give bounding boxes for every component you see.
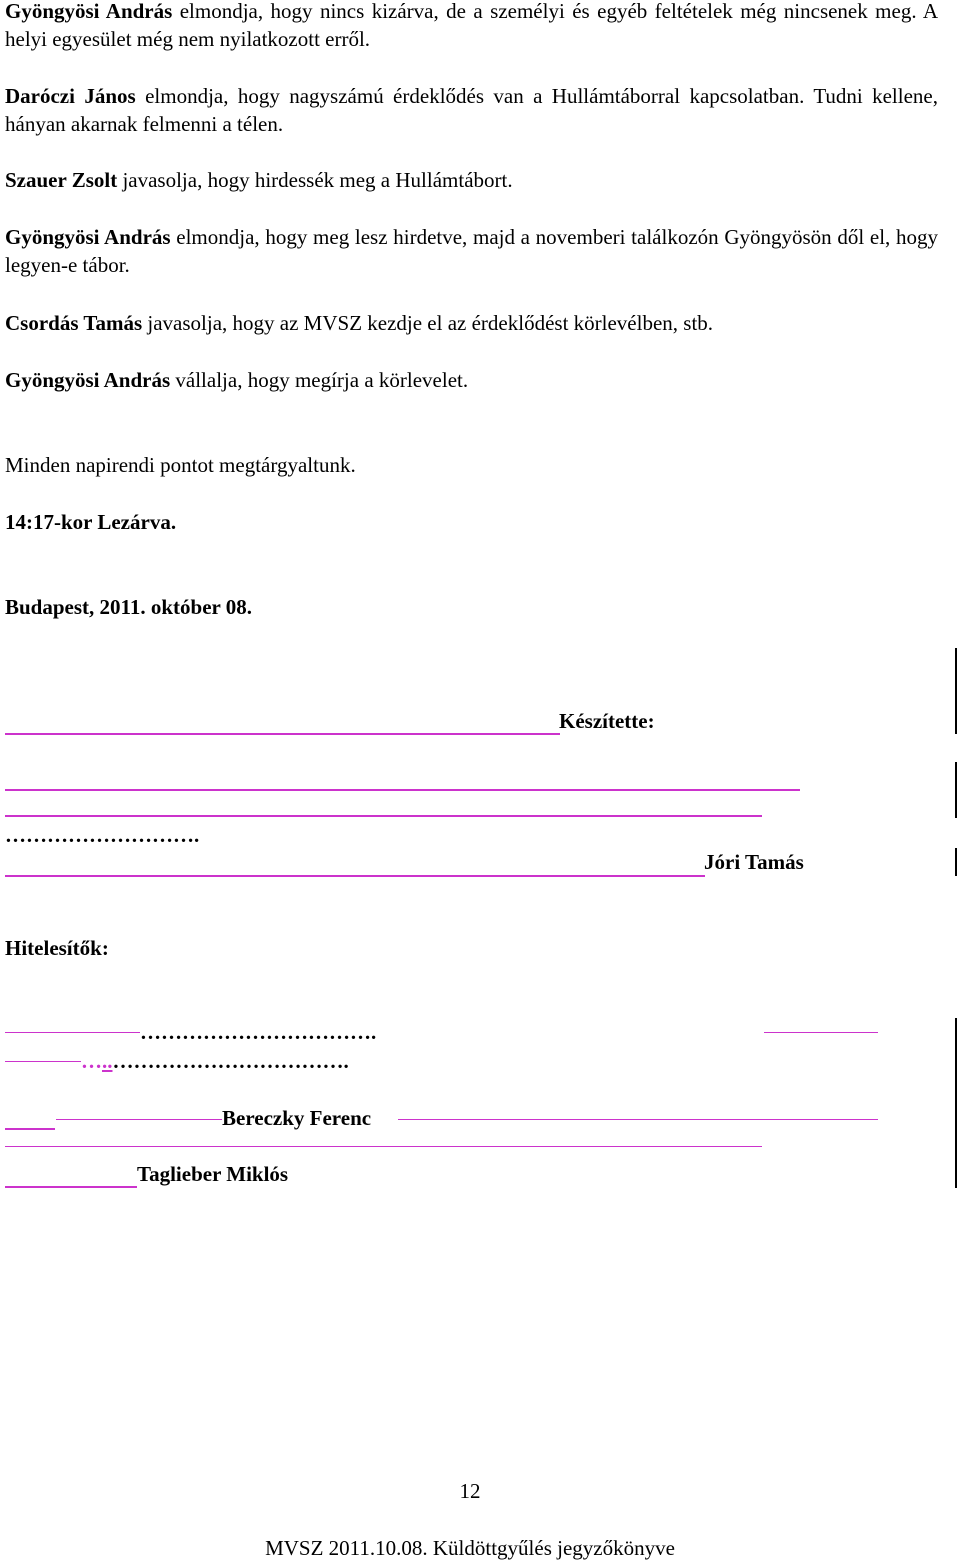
dots-rest: ……………………………. [112, 1049, 349, 1073]
closing-text: Minden napirendi pontot megtárgyaltunk. [5, 453, 356, 477]
page-number: 12 [459, 1479, 481, 1503]
paragraph-text: elmondja, hogy nincs kizárva, de a személyi és egyéb feltételek még nincsenek meg. A helyi egyesület még nem nyilatkozott erről. [5, 0, 939, 51]
change-bar [955, 648, 957, 734]
authenticator-1-name: Bereczky Ferenc [222, 1106, 372, 1130]
footer-title: MVSZ 2011.10.08. Küldöttgyűlés jegyzőkönyve [265, 1536, 675, 1560]
minutes-paragraph [5, 309, 938, 337]
minutes-paragraph [5, 366, 938, 394]
change-bar [955, 1018, 957, 1188]
signature-line [56, 1119, 222, 1120]
authenticators-label: Hitelesítők: [5, 936, 109, 960]
prepared-by-label: Készítette: [559, 709, 655, 733]
minutes-paragraph [5, 166, 938, 194]
signature-line [5, 733, 560, 735]
paragraph-text: javasolja, hogy hirdessék meg a Hullámtábort. [117, 168, 513, 192]
change-bar [955, 848, 957, 876]
signature-line [5, 789, 800, 791]
signature-dots: ……………………………. [140, 1020, 377, 1044]
dots-prefix: … [81, 1049, 102, 1073]
signature-dots: ………………………. [5, 823, 200, 847]
preparer-name: Jóri Tamás [704, 850, 804, 874]
signature-line [5, 1061, 81, 1062]
signature-line [5, 1146, 762, 1147]
speaker-name: Szauer Zsolt [5, 168, 118, 192]
speaker-name: Gyöngyösi András [5, 225, 171, 249]
signature-line [5, 815, 762, 817]
speaker-name: Csordás Tamás [5, 311, 143, 335]
closing-time: 14:17-kor Lezárva. [5, 510, 177, 534]
signature-line [764, 1032, 878, 1033]
authenticator-2-name: Taglieber Miklós [137, 1162, 289, 1186]
paragraph-text: elmondja, hogy meg lesz hirdetve, majd a novemberi találkozón Gyöngyösön dől el, hogy legyen-e tábor. [5, 225, 938, 277]
minutes-paragraph [5, 82, 938, 138]
place-date: Budapest, 2011. október 08. [5, 595, 252, 619]
paragraph-text: javasolja, hogy az MVSZ kezdje el az érdeklődést körlevélben, stb. [142, 311, 714, 335]
minutes-paragraph [5, 223, 938, 279]
change-bar [955, 762, 957, 818]
paragraph-text: elmondja, hogy nagyszámú érdeklődés van a Hullámtáborral kapcsolatban. Tudni kellene, hányan akarnak felmenni a télen. [5, 84, 938, 136]
speaker-name: Daróczi János [5, 84, 136, 108]
signature-line [5, 1032, 140, 1033]
signature-dots [81, 1047, 349, 1075]
dots-mid: .. [102, 1049, 113, 1073]
paragraph-text: vállalja, hogy megírja a körlevelet. [170, 368, 469, 392]
signature-line [398, 1119, 878, 1120]
speaker-name: Gyöngyösi András [5, 368, 171, 392]
signature-line [5, 1186, 137, 1188]
signature-line [5, 1128, 55, 1130]
speaker-name: Gyöngyösi András [5, 0, 173, 23]
signature-line [5, 875, 705, 877]
minutes-paragraph [5, 0, 938, 53]
